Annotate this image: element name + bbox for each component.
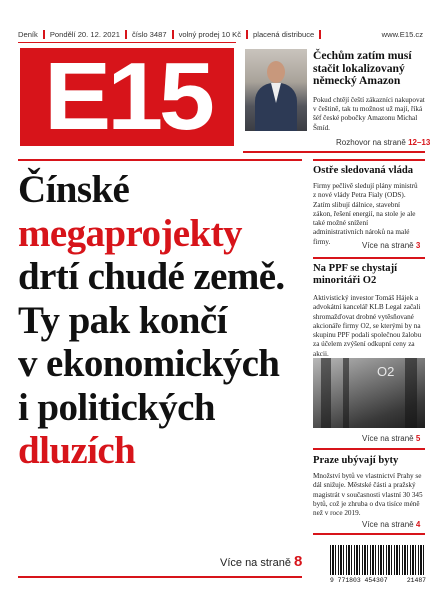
e15-logo [20, 43, 234, 150]
headline-line: dluzích [18, 429, 136, 472]
headline-line: Čínské [18, 168, 130, 211]
ref-label: Více na straně [362, 520, 414, 529]
photo-pillar [343, 358, 349, 428]
top-story-ref[interactable] [336, 138, 430, 147]
headline-line: megaprojekty [18, 211, 242, 255]
side-story-2-headline[interactable]: Na PPF se chystají minoritáři O2 [313, 263, 398, 286]
headline-line: i politických [18, 385, 215, 429]
barcode-main: 9 771803 454307 [330, 577, 388, 584]
separator [172, 30, 174, 39]
separator [246, 30, 248, 39]
main-headline[interactable] [18, 168, 308, 473]
headline-line: v ekonomických [18, 342, 280, 385]
main-story-ref[interactable] [220, 553, 302, 570]
side-story-3-text: Množství bytů ve vlastnictví Prahy se dál snižuje. Městské části a pražský magistrát v současnosti vlastní 30 345 bytů, což je zhruba o dva tisíce méně než v roce 2019. [313, 472, 423, 518]
o2-logo: O2 [377, 364, 395, 379]
ref-page: 3 [415, 241, 421, 250]
photo-pillar [321, 358, 331, 428]
top-story-headline[interactable]: Čechům zatím musí stačit lokalizovaný německý Amazon [313, 49, 412, 88]
logo-text: E15 [43, 43, 211, 150]
side-story-1-headline[interactable]: Ostře sledovaná vláda [313, 165, 414, 176]
side-story-2-text: Aktivistický investor Tomáš Hájek a advokátní kancelář KLB Legal začali shromažďovat drobné vytěsňované akcionáře firmy O2, se kterými by na skupinu PPF podali společnou žalobu za účelem zvýšení odkupní ceny za akcii. [313, 294, 422, 358]
side-story-2-ref[interactable] [362, 434, 420, 443]
ref-label: Více na straně [362, 241, 414, 250]
side-rule-1 [313, 159, 425, 161]
ref-page: 5 [415, 434, 421, 443]
o2-building-photo [313, 358, 425, 428]
masthead-bar [18, 28, 423, 40]
daily-label: Deník [18, 29, 38, 39]
side-story-3-ref[interactable] [362, 520, 420, 529]
top-story-photo [245, 49, 307, 131]
main-story-rule [18, 159, 302, 161]
price-label: volný prodej 10 Kč [178, 29, 242, 39]
barcode-addon: 21487 [406, 577, 426, 584]
barcode-lines [330, 545, 426, 575]
issue-number: číslo 3487 [131, 29, 167, 39]
top-story-rule [243, 151, 425, 153]
website-link[interactable]: www.E15.cz [381, 29, 423, 39]
photo-pillar [405, 358, 417, 428]
side-story-1-ref[interactable] [362, 241, 420, 250]
side-rule-4 [313, 533, 425, 535]
side-rule-2 [313, 257, 425, 259]
headline-line: drtí chudé země. [18, 255, 285, 298]
barcode-numbers [330, 577, 426, 584]
separator [43, 30, 45, 39]
portrait-head [267, 61, 285, 83]
ref-page: 8 [294, 553, 303, 570]
main-bottom-rule [18, 576, 302, 578]
ref-label: Více na straně [362, 434, 414, 443]
ref-label: Více na straně [220, 557, 291, 569]
headline-line: Ty pak končí [18, 298, 227, 342]
distribution-label: placená distribuce [253, 29, 315, 39]
ref-pages: 12–13 [408, 138, 431, 147]
side-story-1-text: Firmy pečlivě sledují plány ministrů z nové vlády Petra Fialy (ODS). Zatím slibují dálnice, stavební zákon, řešení energií, na stole je ale také možné snížení administrativních nároků na malé firmy. [313, 182, 418, 246]
ref-label: Rozhovor na straně [336, 138, 406, 147]
separator [319, 30, 321, 39]
top-story-perex: Pokud chtějí čeští zákazníci nakupovat v češtině, tak tu možnost už mají, říká šéf české pobočky Amazonu Michal Šmíd. [313, 96, 425, 132]
barcode [330, 545, 426, 589]
ref-page: 4 [415, 520, 421, 529]
separator [125, 30, 127, 39]
side-story-3-headline[interactable]: Praze ubývají byty [313, 455, 399, 466]
side-rule-3 [313, 448, 425, 450]
issue-date: Pondělí 20. 12. 2021 [49, 29, 120, 39]
